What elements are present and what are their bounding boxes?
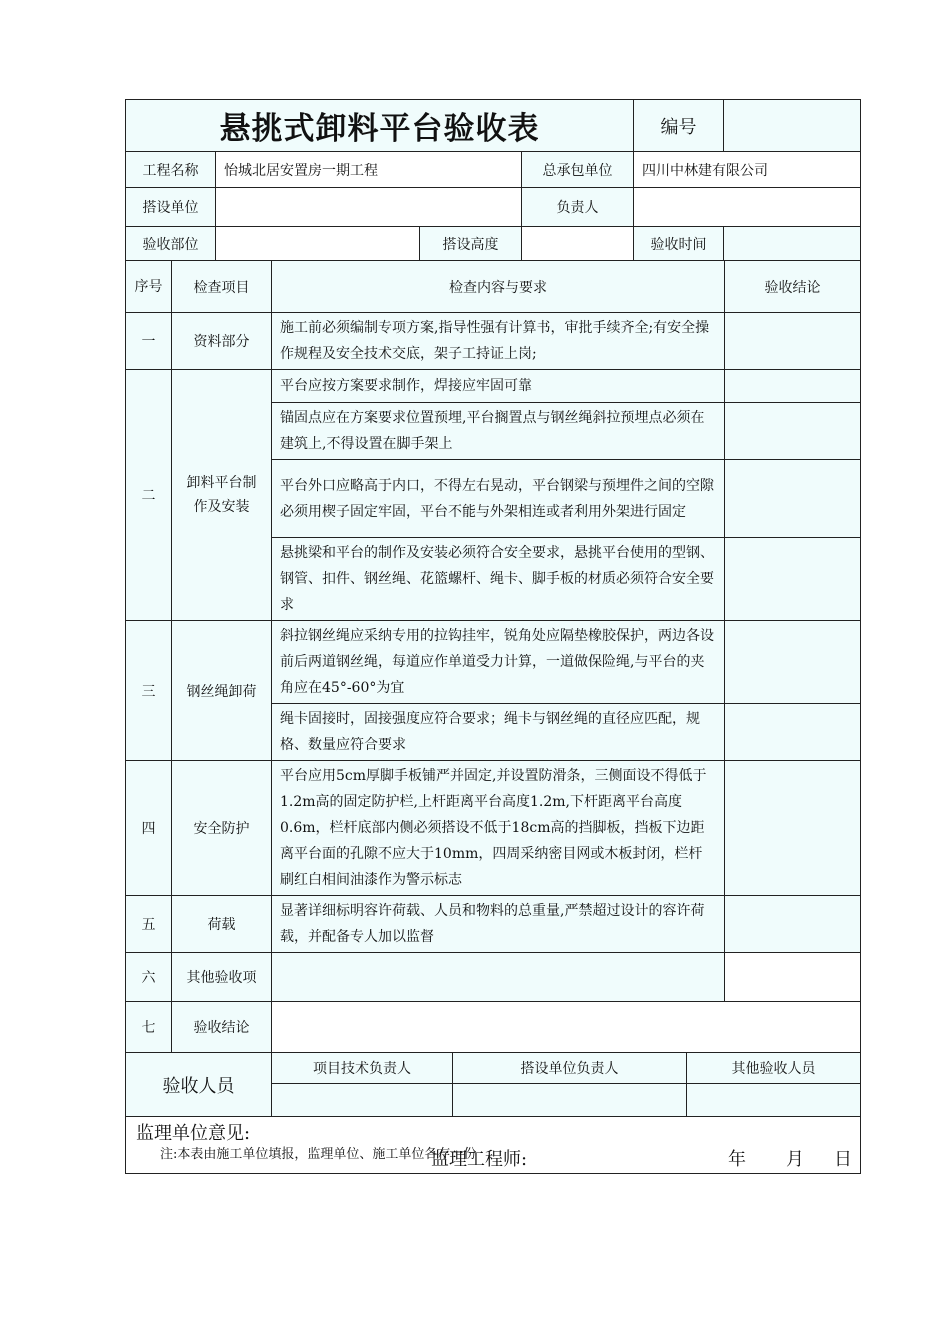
part-label: 验收部位 xyxy=(126,227,216,261)
section-item: 其他验收项 xyxy=(172,953,272,1002)
header-seq: 序号 xyxy=(126,261,172,313)
section-item: 资料部分 xyxy=(172,313,272,370)
final-conclusion-field[interactable] xyxy=(272,1002,861,1053)
section-seq: 三 xyxy=(126,621,172,761)
header-table xyxy=(125,99,861,227)
section-seq: 六 xyxy=(126,953,172,1002)
conclusion-cell[interactable] xyxy=(725,704,861,761)
requirement-text: 平台应按方案要求制作，焊接应牢固可靠 xyxy=(272,370,725,403)
section-seq: 一 xyxy=(126,313,172,370)
supervisor-engineer-label: 监理工程师: xyxy=(431,1149,528,1170)
erector-lead-label: 搭设单位负责人 xyxy=(453,1053,687,1084)
day-label: 日 xyxy=(834,1149,852,1170)
header-content: 检查内容与要求 xyxy=(272,261,725,313)
part-table xyxy=(125,226,861,261)
year-label: 年 xyxy=(728,1149,746,1170)
erector-lead-signature[interactable] xyxy=(453,1084,687,1117)
final-seq: 七 xyxy=(126,1002,172,1053)
conclusion-cell[interactable] xyxy=(725,538,861,621)
requirement-text: 施工前必须编制专项方案,指导性强有计算书，审批手续齐全;有安全操作规程及安全技术交底，架子工持证上岗; xyxy=(272,313,725,370)
conclusion-cell[interactable] xyxy=(725,896,861,953)
section-item: 卸料平台制作及安装 xyxy=(172,370,272,621)
height-value[interactable] xyxy=(522,227,634,261)
conclusion-cell[interactable] xyxy=(725,953,861,1002)
supervision-opinion-label: 监理单位意见: xyxy=(136,1123,251,1144)
conclusion-cell[interactable] xyxy=(725,403,861,460)
project-name-value[interactable]: 怡城北居安置房一期工程 xyxy=(216,152,522,188)
conclusion-cell[interactable] xyxy=(725,621,861,704)
erector-value[interactable] xyxy=(216,188,522,227)
project-name-label: 工程名称 xyxy=(126,152,216,188)
acceptance-form xyxy=(125,99,860,1174)
requirement-text: 平台外口应略高于内口，不得左右晃动，平台钢梁与预埋件之间的空隙必须用楔子固定牢固，平台不能与外架相连或者利用外架进行固定 xyxy=(272,460,725,538)
section-item: 安全防护 xyxy=(172,761,272,896)
contractor-value[interactable]: 四川中林建有限公司 xyxy=(634,152,861,188)
section-seq: 五 xyxy=(126,896,172,953)
manager-label: 负责人 xyxy=(522,188,634,227)
header-item: 检查项目 xyxy=(172,261,272,313)
tech-lead-signature[interactable] xyxy=(272,1084,453,1117)
requirement-text: 显著详细标明容许荷载、人员和物料的总重量,严禁超过设计的容许荷载，并配备专人加以监督 xyxy=(272,896,725,953)
footnote: 注:本表由施工单位填报，监理单位、施工单位各存一份 xyxy=(160,1147,477,1162)
number-label: 编号 xyxy=(634,100,724,152)
time-value[interactable] xyxy=(724,227,861,261)
tech-lead-label: 项目技术负责人 xyxy=(272,1053,453,1084)
requirement-text: 平台应用5cm厚脚手板铺严并固定,并设置防滑条，三侧面设不得低于1.2m高的固定防护栏,上杆距离平台高度1.2m,下杆距离平台高度0.6m，栏杆底部内侧必须搭设不低于18cm高的挡脚板，挡板下边距离平台面的孔隙不应大于10mm，四周采纳密目网或木板封闭，栏杆刷红白相间油漆作为警示标志 xyxy=(272,761,725,896)
erector-label: 搭设单位 xyxy=(126,188,216,227)
form-title: 悬挑式卸料平台验收表 xyxy=(126,100,634,152)
manager-value[interactable] xyxy=(634,188,861,227)
section-seq: 二 xyxy=(126,370,172,621)
header-conclusion: 验收结论 xyxy=(725,261,861,313)
other-items-field[interactable] xyxy=(272,953,725,1002)
requirement-text: 绳卡固接时，固接强度应符合要求；绳卡与钢丝绳的直径应匹配，规格、数量应符合要求 xyxy=(272,704,725,761)
section-item: 荷载 xyxy=(172,896,272,953)
section-seq: 四 xyxy=(126,761,172,896)
other-personnel-label: 其他验收人员 xyxy=(687,1053,861,1084)
requirement-text: 悬挑梁和平台的制作及安装必须符合安全要求，悬挑平台使用的型钢、钢管、扣件、钢丝绳、花篮螺杆、绳卡、脚手板的材质必须符合安全要求 xyxy=(272,538,725,621)
conclusion-cell[interactable] xyxy=(725,460,861,538)
section-item: 钢丝绳卸荷 xyxy=(172,621,272,761)
part-value[interactable] xyxy=(216,227,420,261)
conclusion-cell[interactable] xyxy=(725,761,861,896)
personnel-label: 验收人员 xyxy=(126,1053,272,1117)
final-item: 验收结论 xyxy=(172,1002,272,1053)
other-personnel-signature[interactable] xyxy=(687,1084,861,1117)
requirement-text: 锚固点应在方案要求位置预埋,平台搁置点与钢丝绳斜拉预埋点必须在建筑上,不得设置在脚手架上 xyxy=(272,403,725,460)
conclusion-cell[interactable] xyxy=(725,370,861,403)
inspection-table xyxy=(125,260,861,1053)
time-label: 验收时间 xyxy=(634,227,724,261)
height-label: 搭设高度 xyxy=(420,227,522,261)
conclusion-cell[interactable] xyxy=(725,313,861,370)
requirement-text: 斜拉钢丝绳应采纳专用的拉钩挂牢，锐角处应隔垫橡胶保护，两边各设前后两道钢丝绳，每道应作单道受力计算，一道做保险绳,与平台的夹角应在45°-60°为宜 xyxy=(272,621,725,704)
contractor-label: 总承包单位 xyxy=(522,152,634,188)
number-field[interactable] xyxy=(724,100,861,152)
month-label: 月 xyxy=(786,1149,804,1170)
